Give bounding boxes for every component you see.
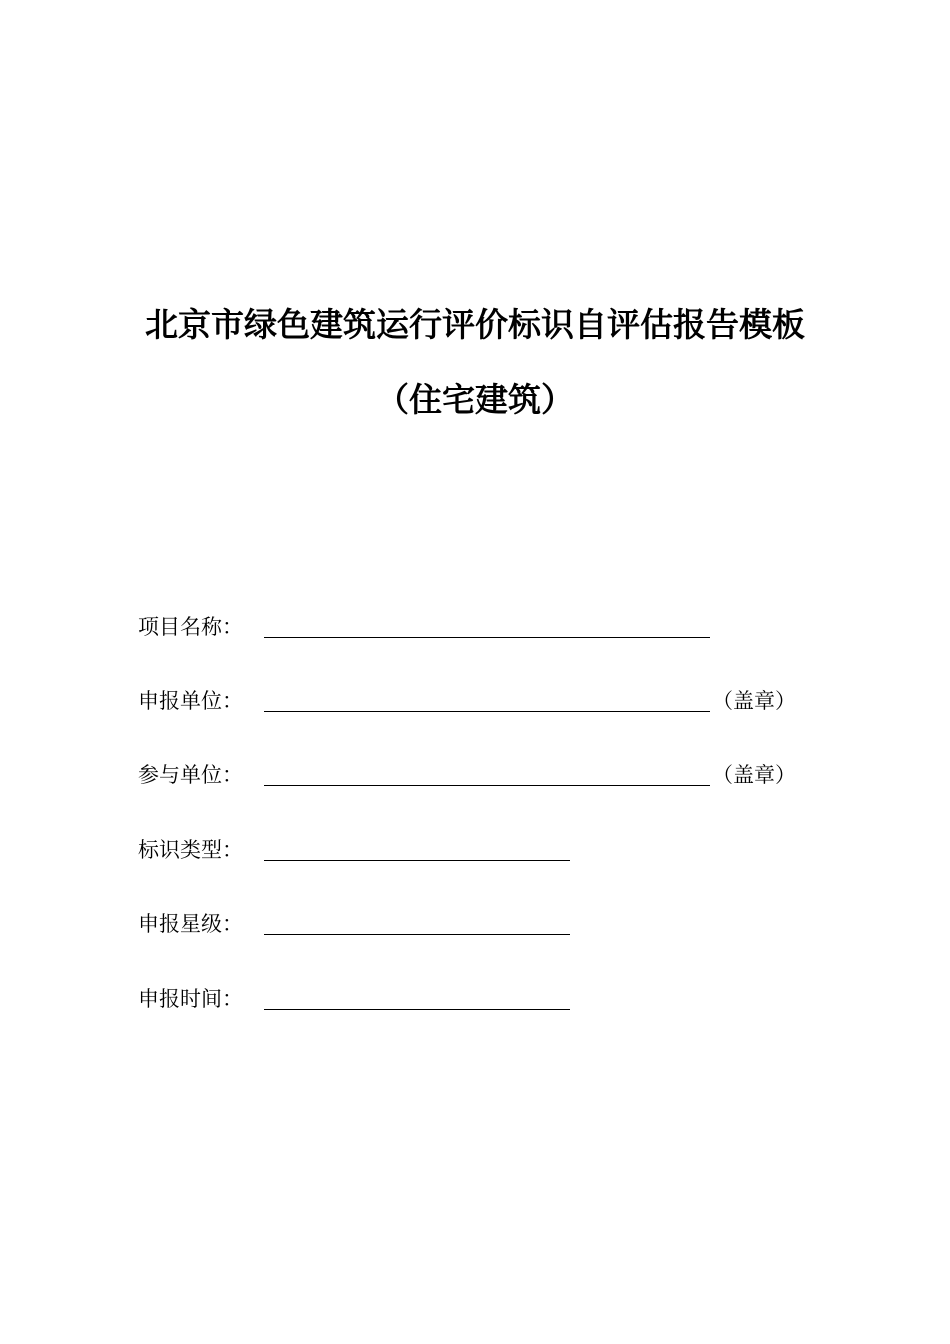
- field-application-date: [138, 982, 570, 1012]
- field-project-name: [138, 610, 710, 640]
- document-subtitle: （住宅建筑）: [376, 380, 574, 419]
- star-rating-blank[interactable]: [264, 912, 570, 935]
- cover-form: [138, 0, 898, 1344]
- field-label: 申报星级：: [138, 912, 243, 936]
- label-type-blank[interactable]: [264, 838, 570, 861]
- project-name-blank[interactable]: [264, 615, 710, 638]
- field-label: 项目名称：: [138, 615, 243, 639]
- seal-note: （盖章）: [712, 763, 796, 787]
- field-label: 参与单位：: [138, 763, 243, 787]
- field-label: 申报时间：: [138, 987, 243, 1011]
- application-date-blank[interactable]: [264, 987, 570, 1010]
- participating-unit-blank[interactable]: [264, 763, 710, 786]
- field-participating-unit: [138, 758, 796, 788]
- seal-note: （盖章）: [712, 689, 796, 713]
- field-label: 申报单位：: [138, 689, 243, 713]
- document-title: 北京市绿色建筑运行评价标识自评估报告模板: [145, 305, 805, 344]
- field-label: 标识类型：: [138, 838, 243, 862]
- field-star-rating: [138, 907, 570, 937]
- applicant-unit-blank[interactable]: [264, 689, 710, 712]
- field-applicant-unit: [138, 684, 796, 714]
- field-label-type: [138, 833, 570, 863]
